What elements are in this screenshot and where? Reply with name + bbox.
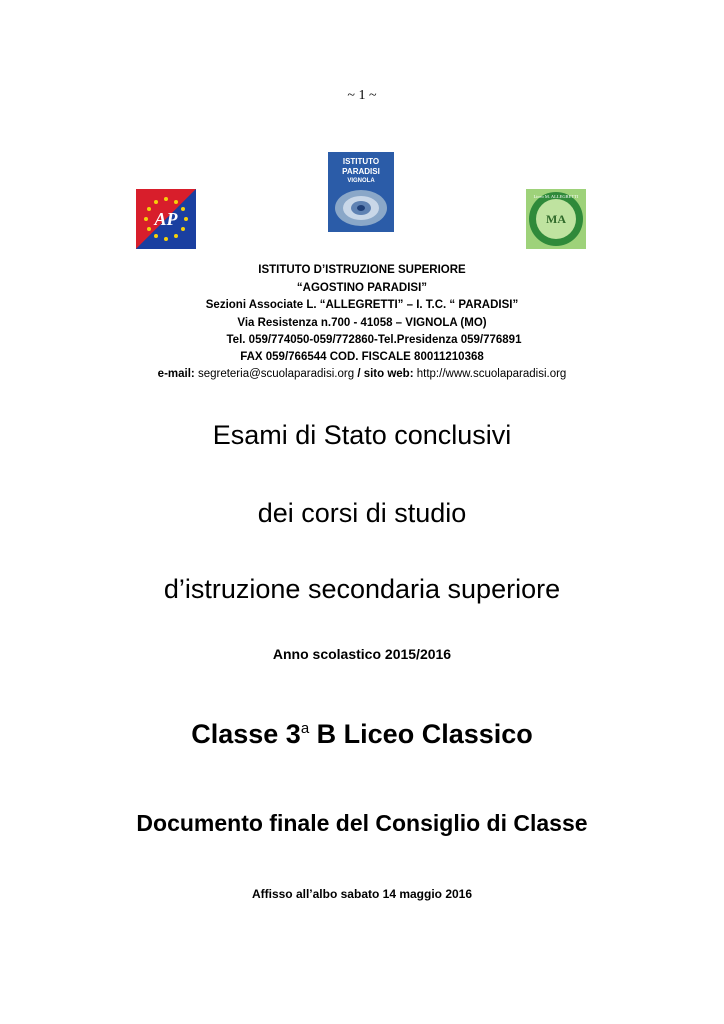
class-title (0, 719, 724, 750)
logo-line-vignola: VIGNOLA (347, 178, 375, 184)
email-link[interactable]: segreteria@scuolaparadisi.org (197, 368, 355, 380)
posting-date: Affisso all’albo sabato 14 maggio 2016 (251, 887, 473, 901)
liceo-allegretti-seal (526, 189, 586, 249)
seal-text: Liceo M. ALLEGRETTI (533, 194, 579, 199)
istituto-paradisi-logo (328, 152, 394, 232)
header-line-contacts (0, 368, 724, 380)
document-title: Documento finale del Consiglio di Classe (136, 810, 588, 836)
class-superscript: a (300, 720, 310, 737)
header-line-address: Via Resistenza n.700 - 41058 – VIGNOLA (MO) (237, 317, 487, 329)
header-line-name: “AGOSTINO PARADISI” (296, 282, 428, 294)
header-line-fax: FAX 059/766544 COD. FISCALE 80011210368 (240, 351, 484, 363)
header-line-istituto: ISTITUTO D’ISTRUZIONE SUPERIORE (258, 264, 466, 276)
class-prefix: Classe 3 (191, 719, 301, 749)
logo-line-istituto: ISTITUTO (342, 157, 380, 166)
title-line-2: dei corsi di studio (257, 498, 467, 528)
school-year: Anno scolastico 2015/2016 (272, 646, 452, 662)
ap-logo-text: AP (154, 209, 178, 229)
page-number: ~ 1 ~ (347, 88, 377, 103)
email-label: e-mail: (157, 368, 195, 380)
svg-text:MA: MA (546, 212, 566, 226)
class-suffix: B Liceo Classico (309, 719, 533, 749)
title-line-3: d’istruzione secondaria superiore (163, 574, 561, 604)
web-label: / sito web: (357, 368, 414, 380)
ap-europe-logo (136, 189, 196, 249)
logo-line-paradisi: PARADISI (342, 167, 380, 176)
title-line-1: Esami di Stato conclusivi (212, 420, 512, 450)
header-line-phone: Tel. 059/774050-059/772860-Tel.Presidenza 059/776891 (226, 334, 522, 346)
website-link[interactable]: http://www.scuolaparadisi.org (416, 368, 567, 380)
header-line-sezioni: Sezioni Associate L. “ALLEGRETTI” – I. T.C. “ PARADISI” (205, 299, 519, 311)
